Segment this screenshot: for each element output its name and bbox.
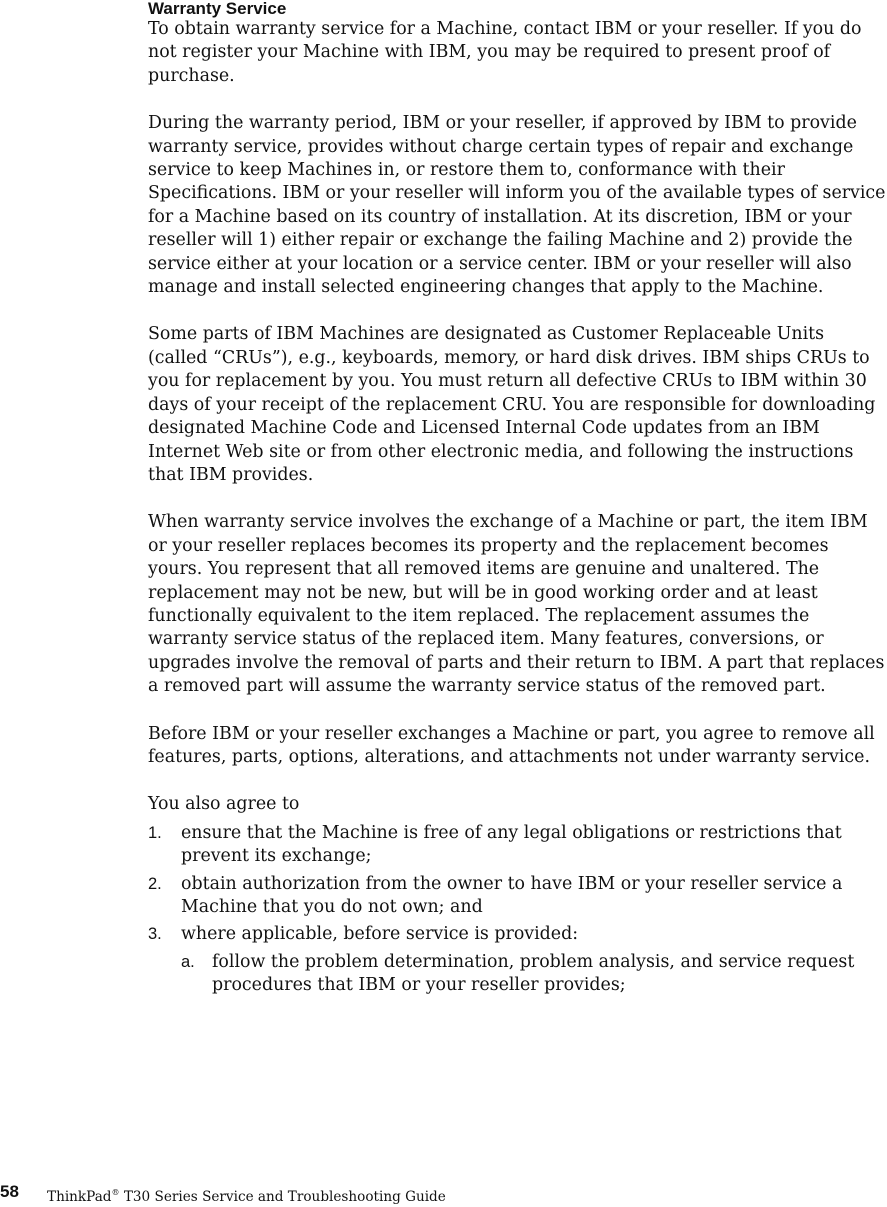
page-number: 58 xyxy=(0,1182,19,1201)
document-body xyxy=(148,0,887,1002)
list-marker: 1. xyxy=(148,823,162,842)
sub-list xyxy=(181,951,887,998)
list-item xyxy=(148,822,887,869)
paragraph-warranty-period: During the warranty period, IBM or your reseller, if approved by IBM to provide warranty service, provides without charge certain types of repair and exchange service to keep Machines in, or restore them to, conformance with their Specifications. IBM or your reseller will inform you of the available types of service for a Machine based on its country of installation. At its discretion, IBM or your reseller will 1) either repair or exchange the failing Machine and 2) provide the service either at your location or a service center. IBM or your reseller will also manage and install selected engineering changes that apply to the Machine. xyxy=(148,113,886,298)
footer-product: ThinkPad xyxy=(47,1189,112,1205)
list-marker: 3. xyxy=(148,925,162,944)
footer-title-rest: T30 Series Service and Troubleshooting Guide xyxy=(119,1189,446,1205)
sub-list-item xyxy=(181,951,887,998)
sub-list-marker: a. xyxy=(181,952,195,971)
paragraph-remove-features: Before IBM or your reseller exchanges a Machine or part, you agree to remove all features, parts, options, alterations, and attachments not under warranty service. xyxy=(148,723,875,767)
section-heading: Warranty Service xyxy=(148,0,287,18)
list-item xyxy=(148,873,887,920)
agree-intro: You also agree to xyxy=(148,794,300,815)
list-marker: 2. xyxy=(148,874,162,893)
paragraph-obtaining-service: To obtain warranty service for a Machine, contact IBM or your reseller. If you do not register your Machine with IBM, you may be required to present proof of purchase. xyxy=(148,19,862,86)
list-item-text: where applicable, before service is provided: xyxy=(181,924,579,945)
page-footer xyxy=(0,1181,887,1204)
trademark-symbol: ® xyxy=(111,1188,120,1197)
paragraph-exchange: When warranty service involves the exchange of a Machine or part, the item IBM or your reseller replaces becomes its property and the replacement becomes yours. You represent that all removed items are genuine and unaltered. The replacement may not be new, but will be in good working order and at least functionally equivalent to the item replaced. The replacement assumes the warranty service status of the replaced item. Many features, conversions, or upgrades involve the removal of parts and their return to IBM. A part that replaces a removed part will assume the warranty service status of the removed part. xyxy=(148,512,885,697)
agreement-list xyxy=(148,822,887,998)
footer-title xyxy=(47,1183,446,1207)
list-item xyxy=(148,923,887,997)
list-item-text: obtain authorization from the owner to have IBM or your reseller service a Machine that you do not own; and xyxy=(181,873,843,917)
sub-list-item-text: follow the problem determination, problem analysis, and service request procedures that IBM or your reseller provides; xyxy=(212,951,855,996)
paragraph-crus: Some parts of IBM Machines are designated as Customer Replaceable Units (called “CRUs”), e.g., keyboards, memory, or hard disk drives. IBM ships CRUs to you for replacement by you. You must return all defective CRUs to IBM within 30 days of your receipt of the replacement CRU. You are responsible for downloading designated Machine Code and Licensed Internal Code updates from an IBM Internet Web site or from other electronic media, and following the instructions that IBM provides. xyxy=(148,324,876,485)
list-item-text: ensure that the Machine is free of any legal obligations or restrictions that prevent its exchange; xyxy=(181,822,842,867)
